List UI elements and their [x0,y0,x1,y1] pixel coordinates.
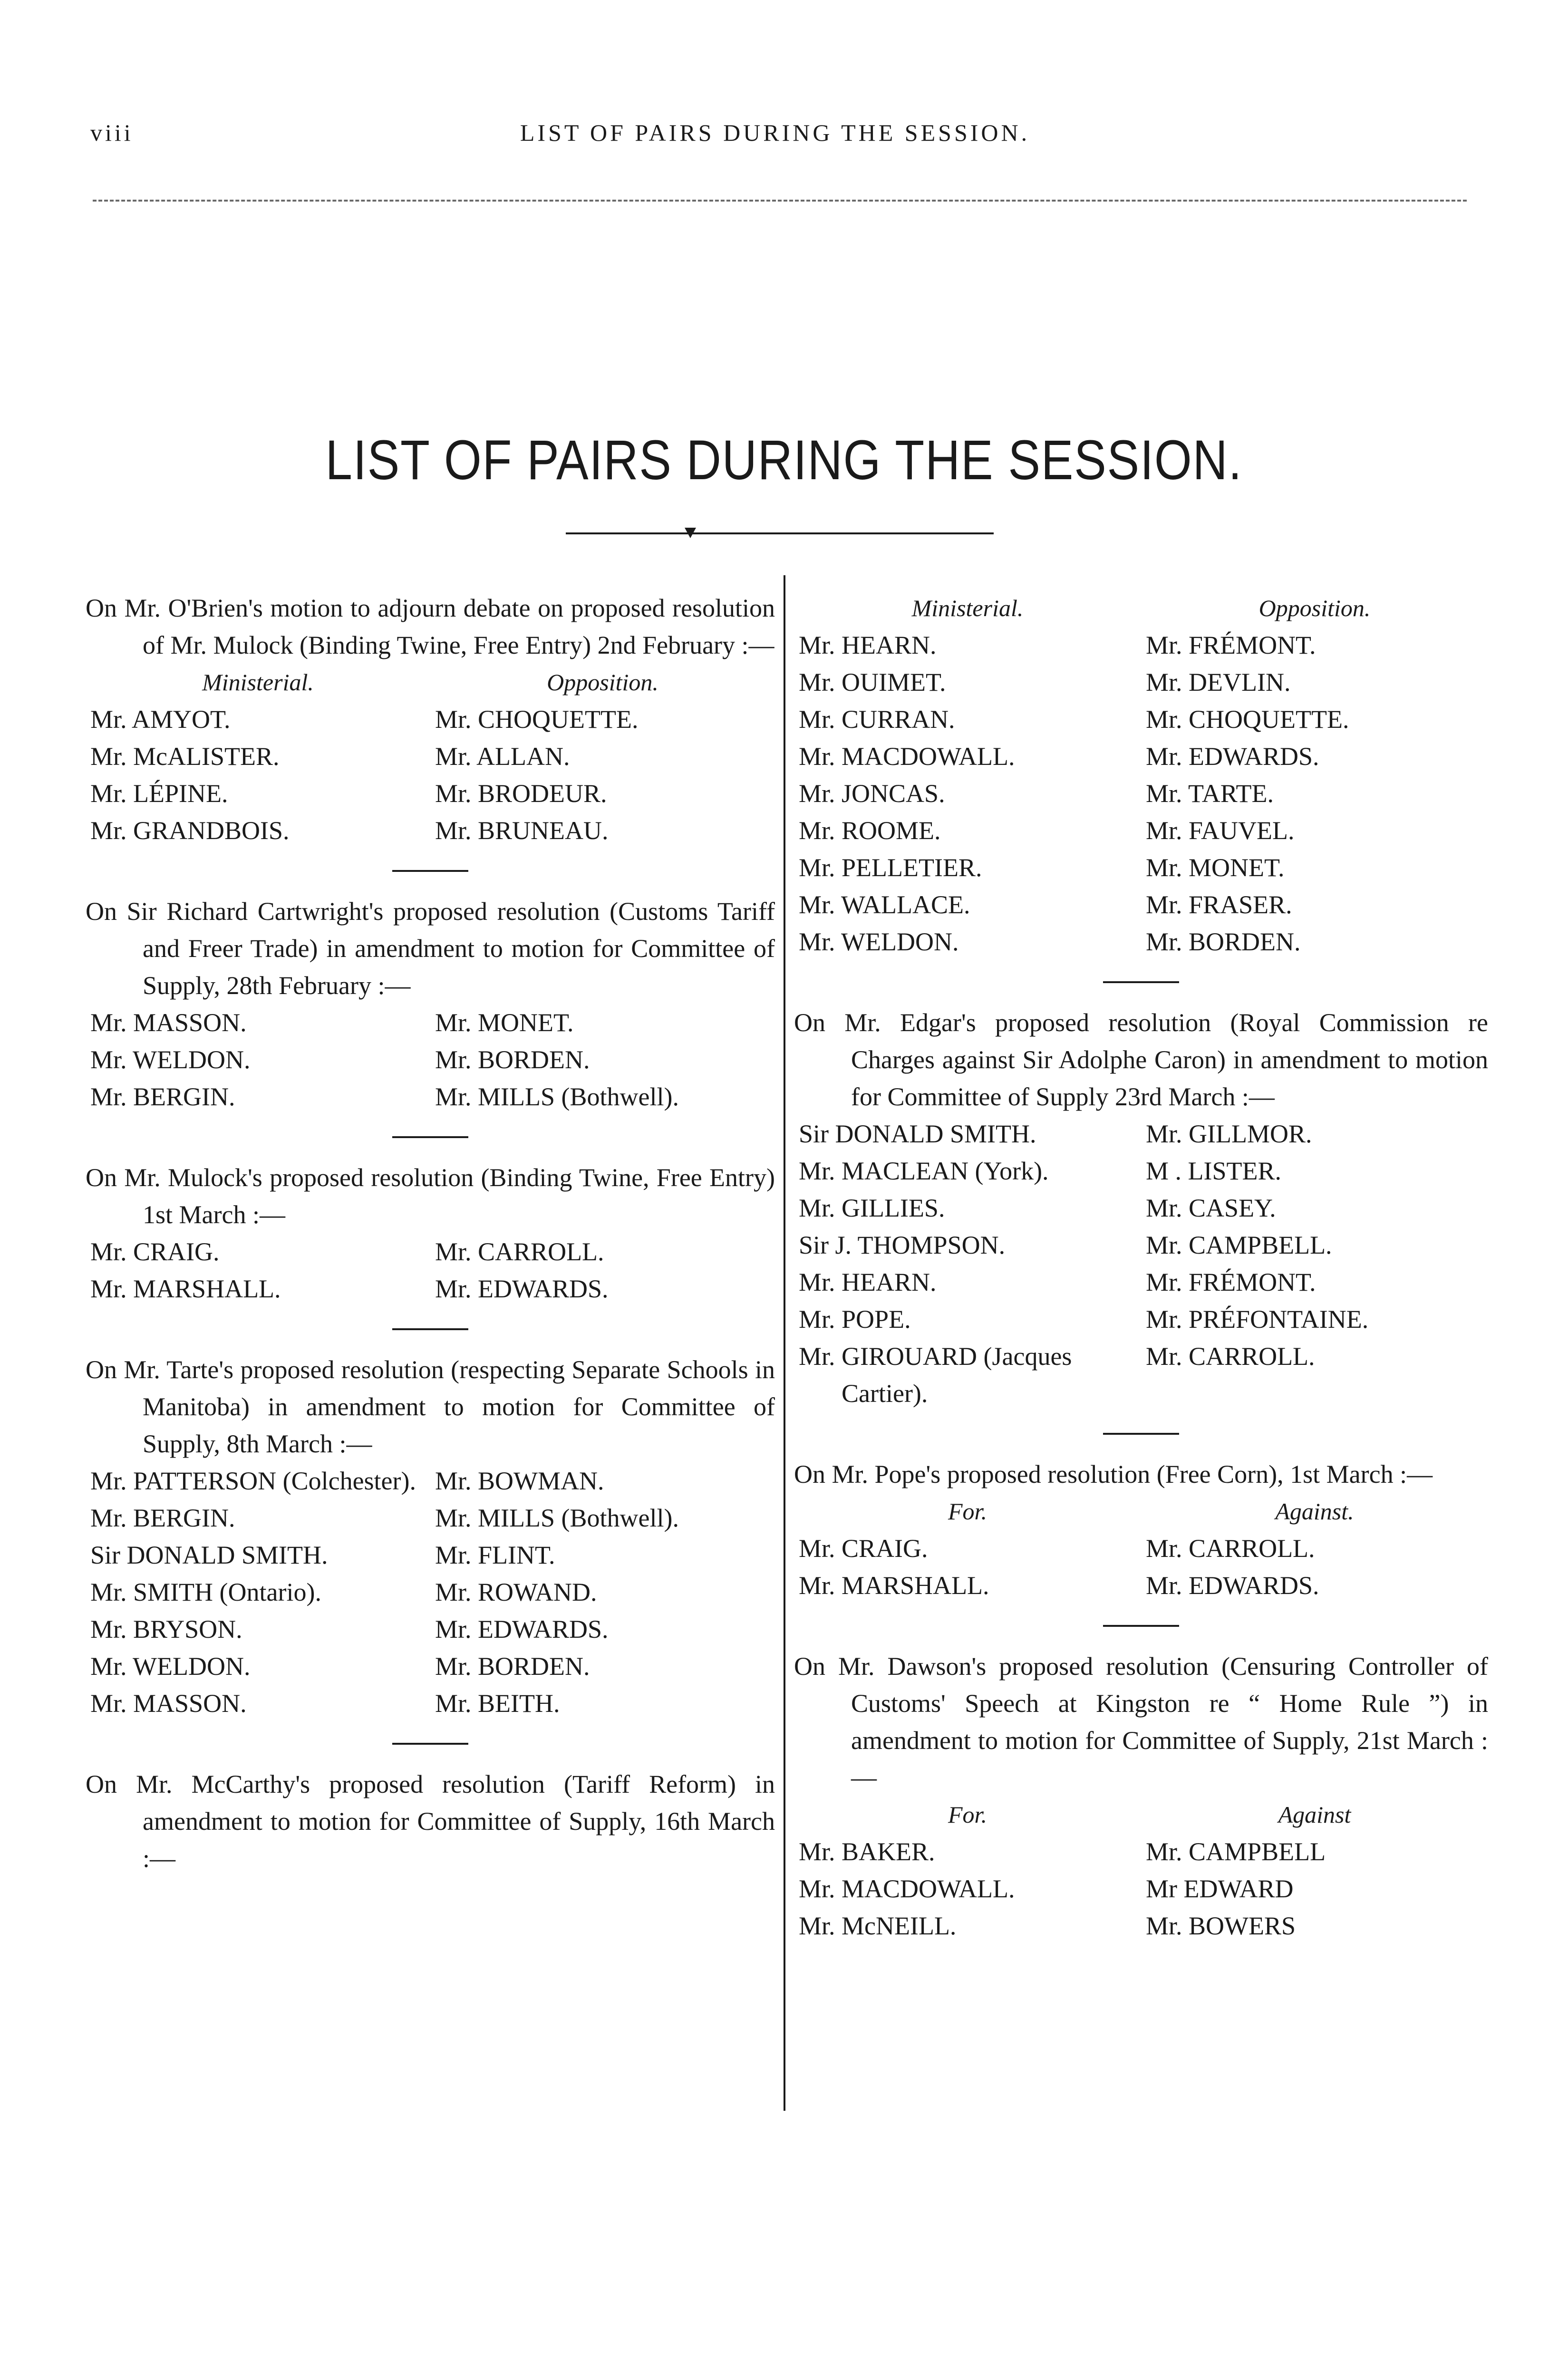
pair-row [794,886,1488,923]
member-name-right: Mr EDWARD [1146,1875,1294,1903]
section-intro: On Mr. Tarte's proposed resolution (respecting Separate Schools in Manitoba) in amendment to motion for Committee of Supply, 8th March :— [86,1355,775,1458]
pair-row [794,1870,1488,1907]
page-number: viii [90,119,134,146]
pair-row [794,1152,1488,1189]
column-heading: Opposition. [1258,595,1371,621]
column-heading: Opposition. [547,669,658,696]
section-separator [392,1328,468,1330]
member-name-left: Mr. WELDON. [90,1045,251,1074]
member-name-right: Mr. TARTE. [1146,779,1274,808]
member-name-left: Mr. AMYOT. [90,705,231,734]
running-head [90,119,1460,152]
pair-row [86,1004,775,1041]
section-intro: On Mr. Edgar's proposed resolution (Royal Commission re Charges against Sir Adolphe Caron) in amendment to motion for Committee of Supply 23rd March :— [794,1008,1488,1111]
pair-row [86,1078,775,1115]
pair-section [86,1766,775,1877]
pair-section [86,1159,775,1307]
member-name-right: Mr. DEVLIN. [1146,668,1291,696]
column-heading: Against. [1275,1498,1354,1525]
member-name-left: Mr. MACDOWALL. [799,1875,1015,1903]
member-name-left: Mr. PELLETIER. [799,853,982,882]
member-name-left: Mr. MARSHALL. [799,1571,989,1600]
pair-row [86,1499,775,1536]
member-name-right: Mr. FAUVEL. [1146,816,1295,845]
member-name-left: Mr. LÉPINE. [90,779,228,808]
member-name-left: Mr. ROOME. [799,816,941,845]
column-heading: Ministerial. [911,595,1024,621]
member-name-right: Mr. FRASER. [1146,890,1292,919]
column-heading: For. [948,1801,987,1828]
pair-row [794,1567,1488,1604]
member-name-left: Mr. CRAIG. [799,1534,928,1563]
pair-row [86,775,775,812]
member-name-right: Mr. MILLS (Bothwell). [435,1082,679,1111]
member-name-right: Mr. BOWERS [1146,1912,1296,1940]
right-column [794,589,1488,1944]
pair-row [86,1574,775,1611]
pair-section [794,1456,1488,1604]
pair-section [86,893,775,1115]
member-name-left: Mr. BERGIN. [90,1504,235,1532]
member-name-right: Mr. PRÉFONTAINE. [1146,1305,1369,1333]
column-headings [86,664,775,701]
pair-row [86,812,775,849]
title-ornament [566,532,994,534]
column-heading: Against [1278,1801,1351,1828]
member-name-right: Mr. BRUNEAU. [435,816,609,845]
member-name-left: Mr. MARSHALL. [90,1275,281,1303]
section-intro: On Sir Richard Cartwright's proposed resolution (Customs Tariff and Freer Trade) in amendment to motion for Committee of Supply, 28th February :— [86,897,775,1000]
pair-row [86,1611,775,1648]
member-name-left: Mr. JONCAS. [799,779,945,808]
member-name-left: Mr. WALLACE. [799,890,970,919]
member-name-left: Mr. PATTERSON (Colchester). [90,1467,416,1495]
member-name-left: Mr. BAKER. [799,1837,935,1866]
section-intro: On Mr. O'Brien's motion to adjourn debate on proposed resolution of Mr. Mulock (Binding Twine, Free Entry) 2nd February :— [86,594,775,659]
member-name-left: Mr. SMITH (Ontario). [90,1578,321,1606]
member-name-right: Mr. FLINT. [435,1541,555,1569]
pair-row [794,701,1488,738]
member-name-right: Mr. EDWARDS. [435,1275,609,1303]
pair-row [794,664,1488,701]
pair-row [794,627,1488,664]
member-name-right: Mr. MILLS (Bothwell). [435,1504,679,1532]
section-separator [392,1136,468,1138]
pair-row [794,1338,1488,1412]
pair-row [794,1301,1488,1338]
member-name-right: Mr. CARROLL. [1146,1534,1315,1563]
member-name-right: Mr. EDWARDS. [1146,742,1319,771]
member-name-right: Mr. CARROLL. [435,1237,604,1266]
member-name-left: Sir J. THOMPSON. [799,1231,1006,1259]
member-name-left: Mr. OUIMET. [799,668,946,696]
pair-row [86,1536,775,1574]
pair-row [794,1227,1488,1264]
column-heading: For. [948,1498,987,1525]
member-name-left: Mr. HEARN. [799,1268,937,1296]
section-separator [1103,1625,1179,1627]
section-intro: On Mr. Pope's proposed resolution (Free Corn), 1st March :— [794,1460,1433,1488]
member-name-right: Mr. BOWMAN. [435,1467,604,1495]
member-name-right: Mr. MONET. [435,1008,574,1037]
pair-section [794,1004,1488,1412]
pair-row [794,923,1488,960]
column-headings [794,589,1488,627]
member-name-left: Mr. GRANDBOIS. [90,816,290,845]
member-name-right: Mr. CHOQUETTE. [435,705,639,734]
member-name-right: Mr. FRÉMONT. [1146,631,1316,659]
member-name-left: Mr. MASSON. [90,1689,247,1718]
member-name-right: Mr. BRODEUR. [435,779,607,808]
column-headings [794,1493,1488,1530]
member-name-right: Mr. FRÉMONT. [1146,1268,1316,1296]
member-name-right: Mr. ALLAN. [435,742,570,771]
member-name-left: Mr. WELDON. [799,928,959,956]
pair-row [86,1041,775,1078]
section-separator [1103,1433,1179,1435]
member-name-left: Mr. MACDOWALL. [799,742,1015,771]
column-heading: Ministerial. [202,669,314,696]
pair-row [794,1833,1488,1870]
member-name-left: Mr. MACLEAN (York). [799,1157,1049,1185]
member-name-left: Mr. BERGIN. [90,1082,235,1111]
member-name-right: Mr. CHOQUETTE. [1146,705,1349,734]
member-name-right: Mr. ROWAND. [435,1578,597,1606]
member-name-right: Mr. CARROLL. [1146,1342,1315,1371]
member-name-right: Mr. BEITH. [435,1689,560,1718]
column-divider [784,575,785,2111]
member-name-left: Mr. CRAIG. [90,1237,220,1266]
member-name-left: Sir DONALD SMITH. [90,1541,328,1569]
member-name-right: Mr. EDWARDS. [435,1615,609,1643]
pair-row [794,1907,1488,1944]
member-name-right: Mr. CAMPBELL [1146,1837,1326,1866]
member-name-left: Mr. BRYSON. [90,1615,242,1643]
member-name-left: Sir DONALD SMITH. [799,1120,1036,1148]
pair-row [86,1685,775,1722]
pair-section [86,589,775,849]
pair-row [794,849,1488,886]
member-name-right: Mr. CAMPBELL. [1146,1231,1332,1259]
pair-row [86,1648,775,1685]
pair-row [794,775,1488,812]
member-name-right: Mr. EDWARDS. [1146,1571,1319,1600]
member-name-left: Mr. McNEILL. [799,1912,957,1940]
pair-row [794,1530,1488,1567]
pair-row [86,1462,775,1499]
member-name-left: Mr. CURRAN. [799,705,955,734]
pair-section [794,1648,1488,1944]
section-separator [1103,981,1179,983]
pair-row [86,1233,775,1270]
running-title: LIST OF PAIRS DURING THE SESSION. [520,119,1030,146]
member-name-left: Mr. HEARN. [799,631,937,659]
pair-row [794,738,1488,775]
pair-row [86,701,775,738]
pair-row [86,1270,775,1307]
member-name-right: Mr. CASEY. [1146,1194,1276,1222]
section-intro: On Mr. McCarthy's proposed resolution (Tariff Reform) in amendment to motion for Committee of Supply, 16th March :— [86,1770,775,1873]
pair-row [794,812,1488,849]
pair-row [794,1115,1488,1152]
member-name-right: M . LISTER. [1146,1157,1282,1185]
member-name-left: Mr. GILLIES. [799,1194,945,1222]
member-name-right: Mr. MONET. [1146,853,1285,882]
page-title: LIST OF PAIRS DURING THE SESSION. [325,429,1243,492]
pair-section [794,589,1488,960]
section-separator [392,1743,468,1745]
pair-row [86,738,775,775]
member-name-right: Mr. BORDEN. [1146,928,1301,956]
member-name-left: Mr. WELDON. [90,1652,251,1681]
section-separator [392,870,468,872]
section-intro: On Mr. Dawson's proposed resolution (Censuring Controller of Customs' Speech at Kingston re “ Home Rule ”) in amendment to motion for Committee of Supply, 21st March :— [794,1652,1488,1792]
member-name-right: Mr. BORDEN. [435,1045,590,1074]
header-rule [93,200,1467,202]
left-column [86,589,775,1877]
member-name-left: Mr. GIROUARD (Jacques Cartier). [799,1342,1072,1408]
column-headings [794,1796,1488,1833]
pair-row [794,1189,1488,1227]
member-name-right: Mr. GILLMOR. [1146,1120,1312,1148]
pair-row [794,1264,1488,1301]
member-name-left: Mr. POPE. [799,1305,911,1333]
member-name-right: Mr. BORDEN. [435,1652,590,1681]
pair-section [86,1351,775,1722]
member-name-left: Mr. McALISTER. [90,742,280,771]
member-name-left: Mr. MASSON. [90,1008,247,1037]
section-intro: On Mr. Mulock's proposed resolution (Binding Twine, Free Entry) 1st March :— [86,1163,775,1229]
